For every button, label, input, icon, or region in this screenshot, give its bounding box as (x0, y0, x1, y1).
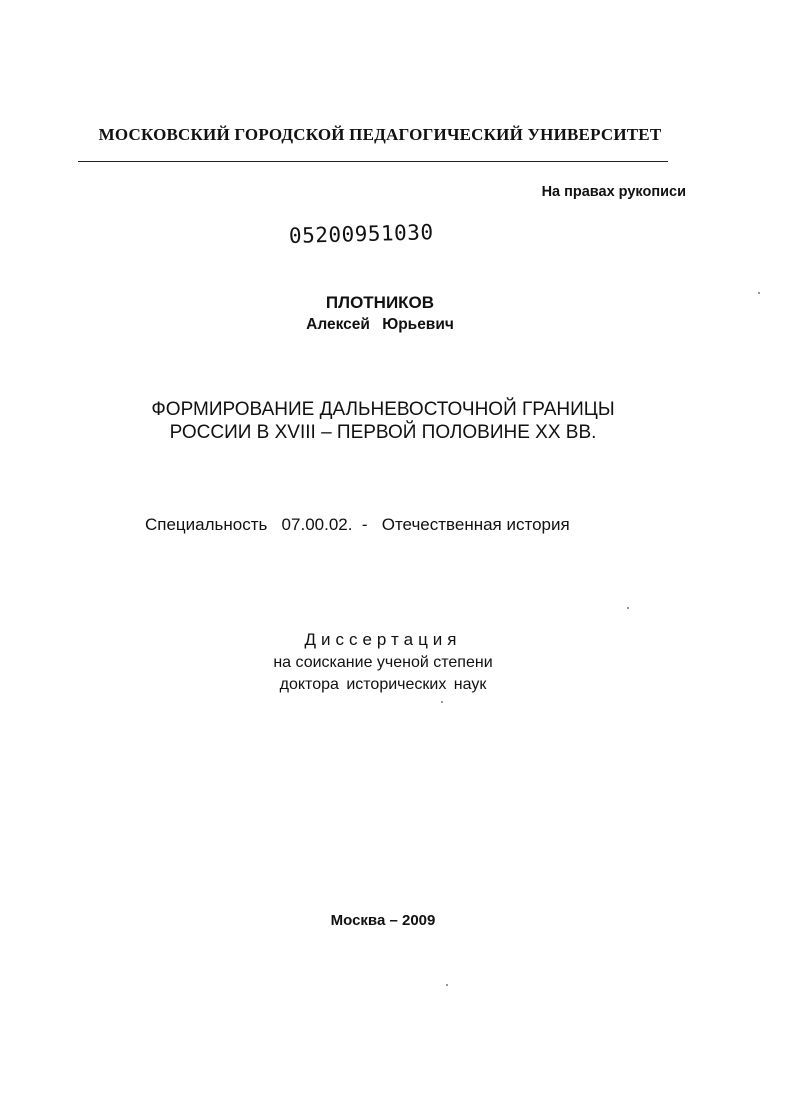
city-year: Москва – 2009 (330, 912, 436, 929)
university-name: МОСКОВСКИЙ ГОРОДСКОЙ ПЕДАГОГИЧЕСКИЙ УНИВЕРСИТЕТ (98, 125, 662, 144)
degree-purpose-line: на соискание ученой степени (273, 654, 493, 671)
dissertation-title-line-1: ФОРМИРОВАНИЕ ДАЛЬНЕВОСТОЧНОЙ ГРАНИЦЫ (151, 399, 615, 420)
scan-speck (441, 701, 443, 703)
scan-speck (627, 607, 629, 609)
header-divider (78, 161, 668, 162)
author-given-names: Алексей Юрьевич (306, 316, 454, 333)
scan-speck (758, 292, 760, 294)
manuscript-note: На правах рукописи (541, 184, 686, 200)
author-surname: ПЛОТНИКОВ (325, 293, 435, 312)
scan-speck (446, 984, 448, 986)
degree-name-line: доктора исторических наук (279, 676, 487, 693)
dissertation-title-line-2: РОССИИ В XVIII – ПЕРВОЙ ПОЛОВИНЕ XX ВВ. (169, 422, 597, 443)
registration-number-stamp: 05200951030 (288, 220, 434, 248)
dissertation-label: Диссертация (304, 630, 462, 649)
specialty-line: Специальность 07.00.02. - Отечественная история (145, 515, 570, 534)
